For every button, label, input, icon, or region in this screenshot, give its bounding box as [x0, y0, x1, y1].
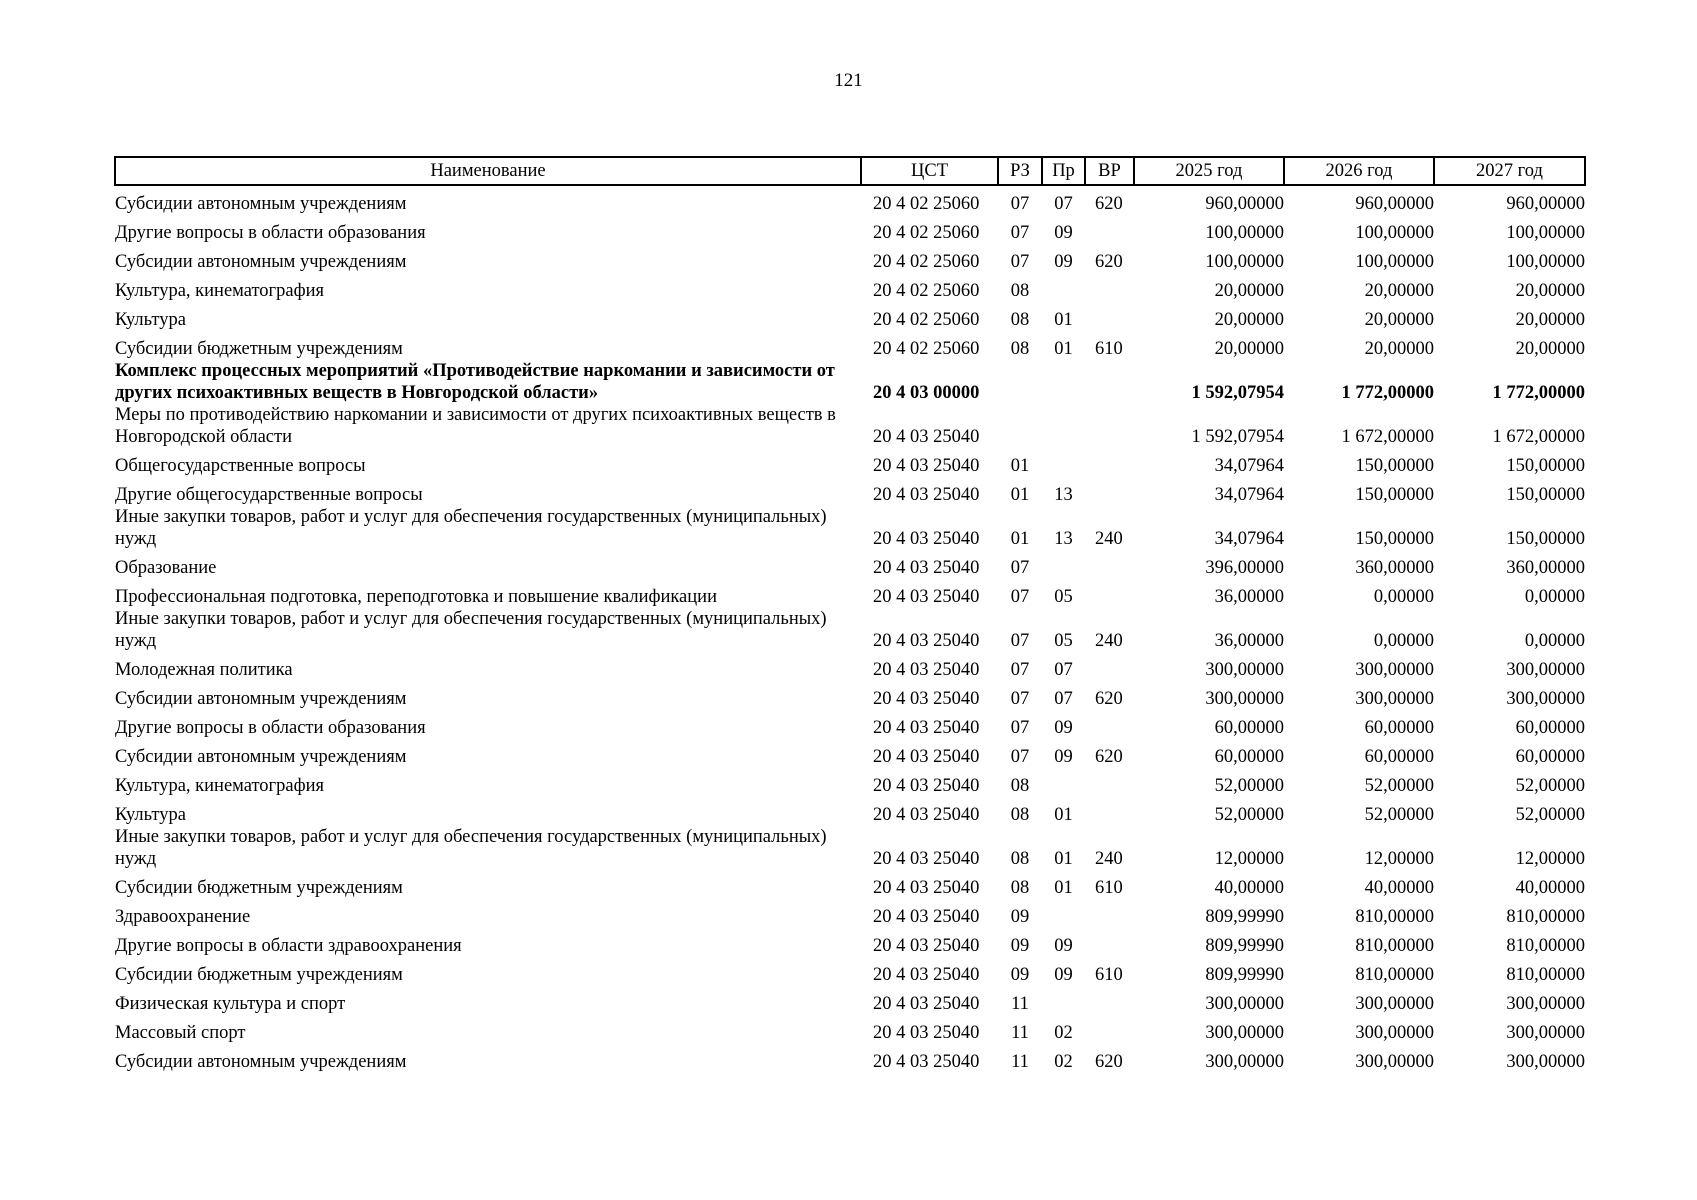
cell-2027: 960,00000 [1506, 194, 1585, 214]
cell-name: Профессиональная подготовка, переподготовка и повышение квалификации [115, 587, 717, 607]
table-row [115, 506, 1585, 550]
cell-name: Субсидии автономным учреждениям [115, 689, 407, 709]
cell-pr [1042, 550, 1085, 579]
cell-name: Субсидии автономным учреждениям [115, 747, 407, 767]
table-row [115, 1044, 1585, 1073]
cell-cst: 20 4 03 25040 [873, 965, 980, 985]
cell-vr [1085, 579, 1134, 608]
cell-pr: 01 [1054, 310, 1073, 330]
cell-rz [998, 404, 1042, 448]
cell-cst: 20 4 03 25040 [873, 689, 980, 709]
cell-vr [1085, 768, 1134, 797]
cell-pr [1042, 448, 1085, 477]
cell-pr: 09 [1054, 223, 1073, 243]
table-row [115, 797, 1585, 826]
cell-vr [1085, 273, 1134, 302]
cell-name: Субсидии автономным учреждениям [115, 252, 407, 272]
cell-vr: 620 [1095, 747, 1123, 767]
table-row [115, 739, 1585, 768]
cell-rz: 07 [1010, 252, 1030, 272]
cell-cst: 20 4 02 25060 [873, 223, 980, 243]
cell-name: Культура, кинематография [115, 776, 325, 796]
header-2027: 2027 год [1434, 157, 1585, 185]
cell-cst: 20 4 03 25040 [873, 936, 980, 956]
header-2026: 2026 год [1284, 157, 1434, 185]
cell-cst: 20 4 03 25040 [873, 660, 980, 680]
cell-2025: 12,00000 [1214, 849, 1284, 869]
cell-2025: 396,00000 [1205, 558, 1284, 578]
cell-2027: 20,00000 [1515, 310, 1585, 330]
cell-rz: 11 [1011, 1023, 1029, 1043]
cell-name: Молодежная политика [115, 660, 293, 680]
cell-cst: 20 4 03 25040 [873, 631, 980, 651]
cell-2026: 52,00000 [1364, 805, 1434, 825]
cell-2027: 150,00000 [1506, 456, 1585, 476]
cell-2025: 300,00000 [1205, 1052, 1284, 1072]
cell-2027: 300,00000 [1506, 1052, 1585, 1072]
cell-2027: 20,00000 [1515, 339, 1585, 359]
cell-pr: 13 [1054, 529, 1073, 549]
cell-2027: 300,00000 [1506, 689, 1585, 709]
cell-2025: 20,00000 [1214, 339, 1284, 359]
cell-vr: 610 [1095, 965, 1123, 985]
table-row [115, 928, 1585, 957]
cell-2026: 810,00000 [1355, 936, 1434, 956]
cell-2025: 36,00000 [1214, 587, 1284, 607]
cell-cst: 20 4 03 25040 [873, 994, 980, 1014]
cell-rz: 01 [1010, 456, 1030, 476]
cell-vr [1085, 797, 1134, 826]
cell-rz: 07 [1010, 747, 1030, 767]
cell-2027: 300,00000 [1506, 1023, 1585, 1043]
cell-vr: 620 [1095, 252, 1123, 272]
cell-2026: 810,00000 [1355, 965, 1434, 985]
budget-table [114, 156, 1586, 1073]
cell-vr: 620 [1095, 1052, 1123, 1072]
cell-vr [1085, 215, 1134, 244]
cell-cst: 20 4 03 25040 [873, 587, 980, 607]
cell-name: Иные закупки товаров, работ и услуг для обеспечения государственных (муниципальных) нужд [115, 609, 827, 651]
cell-2026: 12,00000 [1364, 849, 1434, 869]
table-row [115, 550, 1585, 579]
cell-2025: 52,00000 [1214, 805, 1284, 825]
cell-rz: 01 [1010, 485, 1030, 505]
table-row [115, 870, 1585, 899]
table-row [115, 273, 1585, 302]
cell-name: Комплекс процессных мероприятий «Противодействие наркомании и зависимости от других психоактивных веществ в Новгородской области» [115, 361, 835, 403]
cell-2027: 300,00000 [1506, 994, 1585, 1014]
cell-2027: 100,00000 [1506, 223, 1585, 243]
cell-pr: 09 [1054, 747, 1073, 767]
table-row [115, 1015, 1585, 1044]
header-rz: РЗ [998, 157, 1042, 185]
cell-2025: 34,07964 [1214, 456, 1284, 476]
cell-2026: 1 672,00000 [1341, 427, 1434, 447]
cell-vr [1085, 710, 1134, 739]
cell-vr: 610 [1095, 878, 1123, 898]
cell-cst: 20 4 03 25040 [873, 558, 980, 578]
table-row [115, 986, 1585, 1015]
cell-2025: 300,00000 [1205, 1023, 1284, 1043]
cell-2026: 150,00000 [1355, 456, 1434, 476]
cell-pr: 05 [1054, 587, 1073, 607]
header-cst: ЦСТ [861, 157, 998, 185]
cell-2026: 150,00000 [1355, 529, 1434, 549]
cell-2026: 60,00000 [1364, 747, 1434, 767]
cell-2025: 100,00000 [1205, 223, 1284, 243]
cell-pr: 02 [1054, 1052, 1073, 1072]
cell-pr: 01 [1054, 878, 1073, 898]
table-row [115, 244, 1585, 273]
cell-2026: 360,00000 [1355, 558, 1434, 578]
cell-pr: 07 [1054, 194, 1073, 214]
cell-2026: 810,00000 [1355, 907, 1434, 927]
cell-2027: 360,00000 [1506, 558, 1585, 578]
cell-2027: 60,00000 [1515, 747, 1585, 767]
cell-2025: 809,99990 [1205, 936, 1284, 956]
cell-2027: 0,00000 [1524, 631, 1585, 651]
cell-name: Иные закупки товаров, работ и услуг для обеспечения государственных (муниципальных) нужд [115, 827, 827, 869]
cell-vr [1085, 550, 1134, 579]
cell-cst: 20 4 02 25060 [873, 252, 980, 272]
cell-rz: 08 [1010, 776, 1030, 796]
cell-name: Субсидии автономным учреждениям [115, 1052, 407, 1072]
cell-rz: 08 [1010, 878, 1030, 898]
cell-cst: 20 4 03 25040 [873, 776, 980, 796]
cell-cst: 20 4 03 25040 [873, 805, 980, 825]
cell-name: Другие общегосударственные вопросы [115, 485, 423, 505]
table-row [115, 957, 1585, 986]
cell-name: Субсидии автономным учреждениям [115, 194, 407, 214]
cell-pr: 09 [1054, 936, 1073, 956]
cell-vr: 240 [1095, 631, 1123, 651]
cell-pr [1042, 273, 1085, 302]
table-row [115, 899, 1585, 928]
cell-pr [1042, 986, 1085, 1015]
table-row [115, 360, 1585, 404]
table-row [115, 302, 1585, 331]
cell-2027: 1 772,00000 [1492, 383, 1585, 403]
cell-name: Общегосударственные вопросы [115, 456, 366, 476]
cell-rz: 11 [1011, 1052, 1029, 1072]
table-row [115, 608, 1585, 652]
cell-cst: 20 4 03 25040 [873, 427, 980, 447]
cell-cst: 20 4 02 25060 [873, 281, 980, 301]
cell-2026: 300,00000 [1355, 994, 1434, 1014]
cell-cst: 20 4 02 25060 [873, 310, 980, 330]
cell-2027: 1 672,00000 [1492, 427, 1585, 447]
cell-name: Здравоохранение [115, 907, 251, 927]
cell-2027: 60,00000 [1515, 718, 1585, 738]
cell-cst: 20 4 03 25040 [873, 747, 980, 767]
cell-2027: 100,00000 [1506, 252, 1585, 272]
cell-2025: 52,00000 [1214, 776, 1284, 796]
table-row [115, 681, 1585, 710]
cell-rz: 07 [1010, 558, 1030, 578]
cell-2025: 34,07964 [1214, 485, 1284, 505]
cell-name: Культура, кинематография [115, 281, 325, 301]
cell-rz [998, 360, 1042, 404]
cell-2025: 300,00000 [1205, 689, 1284, 709]
cell-vr: 610 [1095, 339, 1123, 359]
cell-cst: 20 4 02 25060 [873, 194, 980, 214]
cell-cst: 20 4 03 25040 [873, 849, 980, 869]
cell-name: Другие вопросы в области образования [115, 223, 426, 243]
cell-vr: 620 [1095, 194, 1123, 214]
cell-2025: 960,00000 [1205, 194, 1284, 214]
cell-rz: 08 [1010, 849, 1030, 869]
cell-2026: 300,00000 [1355, 1023, 1434, 1043]
cell-2027: 810,00000 [1506, 907, 1585, 927]
header-vr: ВР [1085, 157, 1134, 185]
cell-pr: 01 [1054, 805, 1073, 825]
cell-2025: 40,00000 [1214, 878, 1284, 898]
cell-2027: 810,00000 [1506, 965, 1585, 985]
cell-2026: 20,00000 [1364, 281, 1434, 301]
cell-pr: 07 [1054, 660, 1073, 680]
table-row [115, 404, 1585, 448]
cell-pr: 09 [1054, 965, 1073, 985]
cell-2027: 12,00000 [1515, 849, 1585, 869]
cell-cst: 20 4 03 25040 [873, 456, 980, 476]
cell-2027: 0,00000 [1524, 587, 1585, 607]
cell-2026: 0,00000 [1373, 631, 1434, 651]
cell-2026: 300,00000 [1355, 689, 1434, 709]
cell-2025: 60,00000 [1214, 718, 1284, 738]
cell-name: Иные закупки товаров, работ и услуг для обеспечения государственных (муниципальных) нужд [115, 507, 827, 549]
table-row [115, 331, 1585, 360]
cell-vr [1085, 1015, 1134, 1044]
cell-2025: 20,00000 [1214, 310, 1284, 330]
cell-vr: 240 [1095, 849, 1123, 869]
cell-rz: 01 [1010, 529, 1030, 549]
cell-vr [1085, 928, 1134, 957]
cell-rz: 08 [1010, 310, 1030, 330]
cell-2025: 60,00000 [1214, 747, 1284, 767]
cell-2025: 809,99990 [1205, 907, 1284, 927]
cell-cst: 20 4 03 25040 [873, 485, 980, 505]
cell-2027: 20,00000 [1515, 281, 1585, 301]
cell-name: Физическая культура и спорт [115, 994, 346, 1014]
table-row [115, 579, 1585, 608]
cell-pr: 09 [1054, 252, 1073, 272]
cell-rz: 07 [1010, 660, 1030, 680]
cell-2027: 300,00000 [1506, 660, 1585, 680]
cell-pr [1042, 899, 1085, 928]
cell-rz: 08 [1010, 805, 1030, 825]
table-row [115, 448, 1585, 477]
cell-2027: 150,00000 [1506, 529, 1585, 549]
cell-vr [1085, 360, 1134, 404]
cell-rz: 07 [1010, 223, 1030, 243]
cell-cst: 20 4 03 25040 [873, 529, 980, 549]
cell-vr [1085, 404, 1134, 448]
cell-pr [1042, 360, 1085, 404]
cell-cst: 20 4 03 25040 [873, 878, 980, 898]
cell-name: Другие вопросы в области здравоохранения [115, 936, 462, 956]
cell-rz: 07 [1010, 631, 1030, 651]
cell-vr: 240 [1095, 529, 1123, 549]
cell-pr: 02 [1054, 1023, 1073, 1043]
cell-rz: 08 [1010, 339, 1030, 359]
cell-pr: 01 [1054, 849, 1073, 869]
cell-rz: 07 [1010, 718, 1030, 738]
cell-name: Субсидии бюджетным учреждениям [115, 965, 403, 985]
cell-cst: 20 4 03 25040 [873, 1052, 980, 1072]
table-row [115, 826, 1585, 870]
table-row [115, 768, 1585, 797]
cell-2027: 40,00000 [1515, 878, 1585, 898]
cell-2025: 300,00000 [1205, 994, 1284, 1014]
cell-pr: 13 [1054, 485, 1073, 505]
cell-2026: 60,00000 [1364, 718, 1434, 738]
cell-vr [1085, 302, 1134, 331]
cell-name: Массовый спорт [115, 1023, 246, 1043]
header-2025: 2025 год [1134, 157, 1284, 185]
cell-rz: 09 [1010, 965, 1030, 985]
cell-pr: 09 [1054, 718, 1073, 738]
cell-2025: 100,00000 [1205, 252, 1284, 272]
cell-cst: 20 4 03 25040 [873, 718, 980, 738]
cell-2026: 0,00000 [1373, 587, 1434, 607]
cell-2026: 20,00000 [1364, 310, 1434, 330]
cell-pr [1042, 768, 1085, 797]
cell-vr [1085, 477, 1134, 506]
cell-2026: 300,00000 [1355, 1052, 1434, 1072]
cell-2027: 52,00000 [1515, 776, 1585, 796]
cell-2026: 960,00000 [1355, 194, 1434, 214]
cell-cst: 20 4 03 25040 [873, 1023, 980, 1043]
cell-name: Другие вопросы в области образования [115, 718, 426, 738]
cell-name: Меры по противодействию наркомании и зависимости от других психоактивных веществ в Новгородской области [115, 405, 836, 447]
cell-name: Культура [115, 805, 186, 825]
cell-rz: 09 [1010, 907, 1030, 927]
cell-vr [1085, 986, 1134, 1015]
table-row [115, 710, 1585, 739]
cell-name: Субсидии бюджетным учреждениям [115, 339, 403, 359]
cell-cst: 20 4 03 00000 [873, 383, 980, 403]
cell-2027: 150,00000 [1506, 485, 1585, 505]
cell-2025: 809,99990 [1205, 965, 1284, 985]
cell-2026: 300,00000 [1355, 660, 1434, 680]
cell-2025: 1 592,07954 [1191, 427, 1284, 447]
table-header [115, 157, 1585, 185]
table-row [115, 477, 1585, 506]
cell-2025: 300,00000 [1205, 660, 1284, 680]
table-row [115, 652, 1585, 681]
cell-cst: 20 4 03 25040 [873, 907, 980, 927]
cell-cst: 20 4 02 25060 [873, 339, 980, 359]
cell-rz: 07 [1010, 587, 1030, 607]
cell-2027: 52,00000 [1515, 805, 1585, 825]
cell-pr [1042, 404, 1085, 448]
cell-2025: 34,07964 [1214, 529, 1284, 549]
cell-2025: 20,00000 [1214, 281, 1284, 301]
cell-2026: 1 772,00000 [1341, 383, 1434, 403]
cell-rz: 09 [1010, 936, 1030, 956]
header-pr: Пр [1042, 157, 1085, 185]
cell-name: Культура [115, 310, 186, 330]
header-name: Наименование [115, 157, 861, 185]
cell-vr [1085, 448, 1134, 477]
cell-vr [1085, 899, 1134, 928]
cell-rz: 11 [1011, 994, 1029, 1014]
cell-2026: 100,00000 [1355, 252, 1434, 272]
cell-2026: 52,00000 [1364, 776, 1434, 796]
cell-name: Субсидии бюджетным учреждениям [115, 878, 403, 898]
cell-2025: 36,00000 [1214, 631, 1284, 651]
cell-pr: 07 [1054, 689, 1073, 709]
cell-name: Образование [115, 558, 217, 578]
cell-2026: 150,00000 [1355, 485, 1434, 505]
cell-2026: 40,00000 [1364, 878, 1434, 898]
table-body [115, 185, 1585, 1073]
cell-2026: 20,00000 [1364, 339, 1434, 359]
cell-vr: 620 [1095, 689, 1123, 709]
cell-rz: 07 [1010, 689, 1030, 709]
cell-2026: 100,00000 [1355, 223, 1434, 243]
page-number: 121 [834, 70, 863, 91]
cell-rz: 08 [1010, 281, 1030, 301]
cell-2027: 810,00000 [1506, 936, 1585, 956]
cell-rz: 07 [1010, 194, 1030, 214]
cell-pr: 05 [1054, 631, 1073, 651]
table-row [115, 185, 1585, 215]
cell-pr: 01 [1054, 339, 1073, 359]
table-row [115, 215, 1585, 244]
cell-vr [1085, 652, 1134, 681]
cell-2025: 1 592,07954 [1191, 383, 1284, 403]
